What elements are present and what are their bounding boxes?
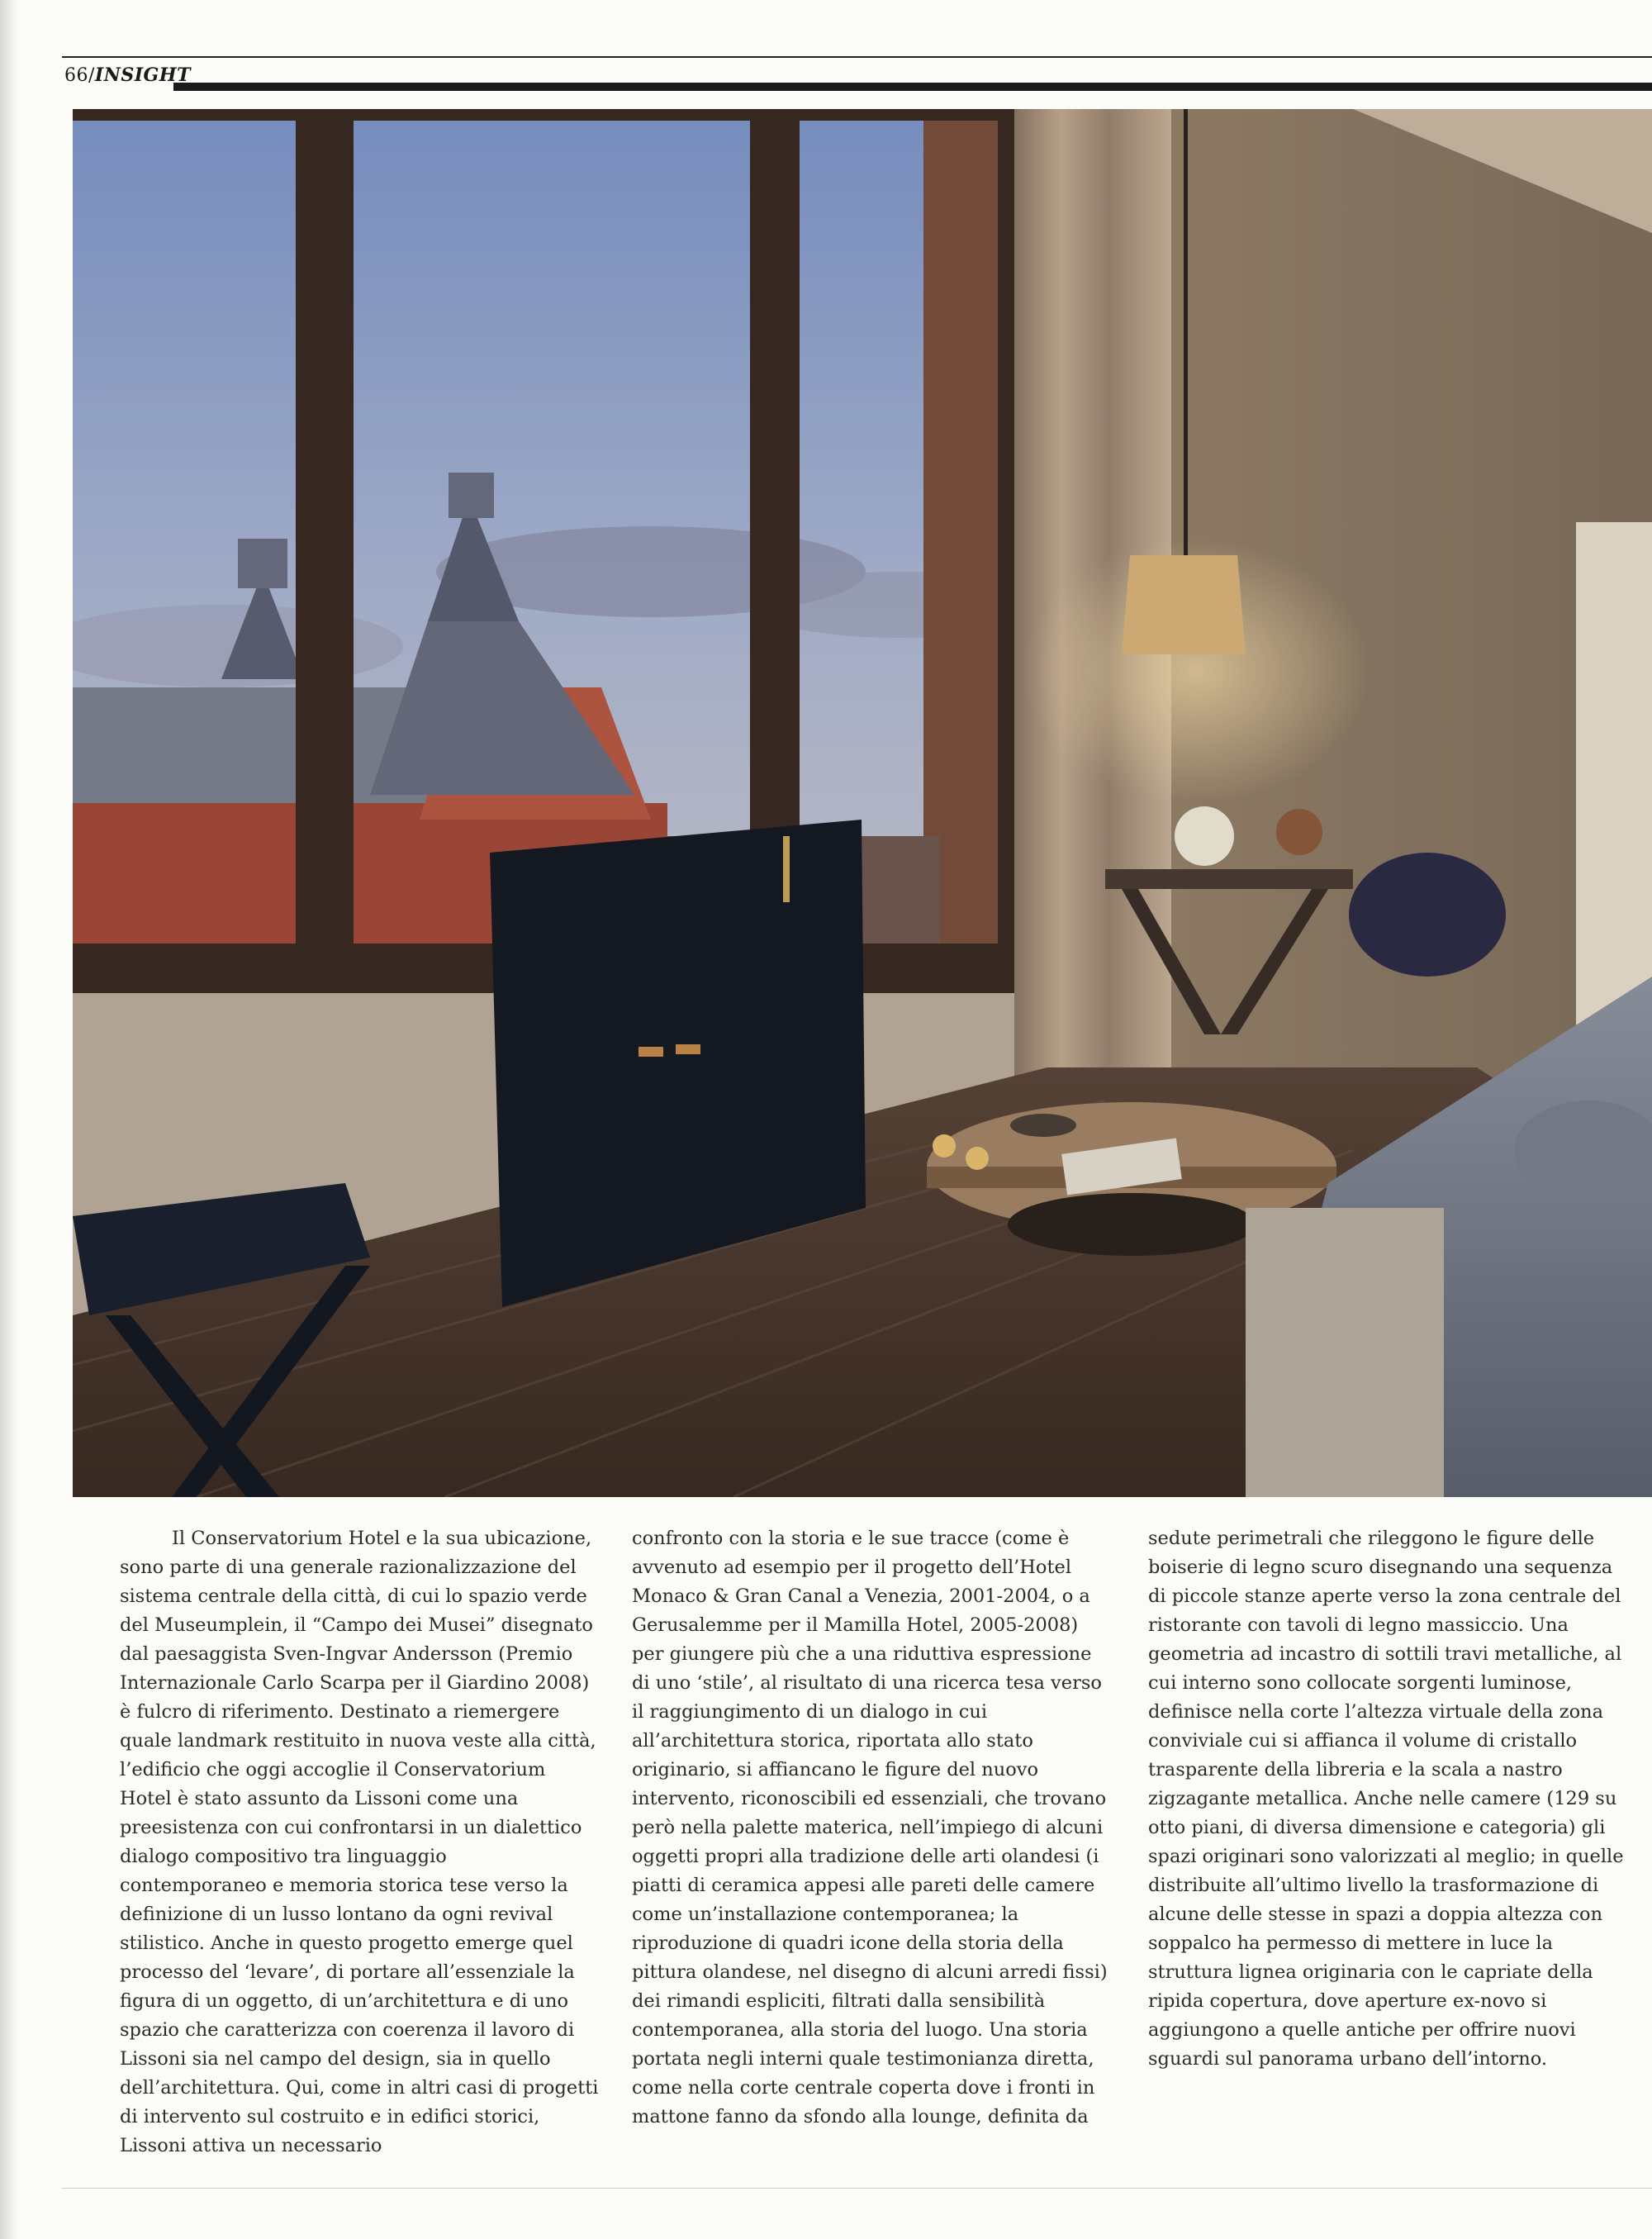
section-name: INSIGHT: [94, 64, 191, 86]
article-body: [0, 1524, 1652, 2169]
page-number: 66: [64, 65, 88, 86]
paragraph: sedute perimetrali che rileggono le figure delle boiserie di legno scuro disegnando una sequenza di piccole stanze aperte verso la zona centrale del ristorante con tavoli di legno massiccio. Una geometria ad incastro di sottili travi metalliche, al cui interno sono collocate sorgenti luminose, definisce nella corte l’altezza virtuale della zona conviviale cui si affianca il volume di cristallo trasparente della libreria e la scala a nastro zigzagante metallica. Anche nelle camere (129 su otto piani, di diversa dimensione e categoria) gli spazi originari sono valorizzati al meglio; in quelle distribuite all’ultimo livello la trasformazione di alcune delle stesse in spazi a doppia altezza con soppalco ha permesso di mettere in luce la struttura lignea originaria con le capriate della ripida copertura, dove aperture ex-novo si aggiungono a quelle antiche per offrire nuovi sguardi sul panorama urbano dell’intorno.: [1148, 1528, 1624, 2070]
photo-vignette: [73, 109, 1652, 1497]
paragraph: Il Conservatorium Hotel e la sua ubicazione, sono parte di una generale razionalizzazione del sistema centrale della città, di cui lo spazio verde del Museumplein, il “Campo dei Musei” disegnato dal paesaggista Sven-Ingvar Andersson (Premio Internazionale Carlo Scarpa per il Giardino 2008) è fulcro di riferimento. Destinato a riemergere quale landmark restituito in nuova veste alla città, l’edificio che oggi accoglie il Conservatorium Hotel è stato assunto da Lissoni come una preesistenza con cui confrontarsi in un dialettico dialogo compositivo tra linguaggio contemporaneo e memoria storica tese verso la definizione di un lusso lontano da ogni revival stilistico. Anche in questo progetto emerge quel processo del ‘levare’, di portare all’essenziale la figura di un oggetto, di un’architettura e di uno spazio che caratterizza con coerenza il lavoro di Lissoni sia nel campo del design, sia in quello dell’architettura. Qui, come in altri casi di progetti di intervento sul costruito e in edifici storici, Lissoni attiva un necessario: [120, 1528, 599, 2156]
article-column-1: [120, 1524, 599, 2161]
hotel-room-photo: [73, 109, 1652, 1497]
folio-separator: /: [88, 65, 95, 86]
header-rule: [62, 56, 1652, 58]
article-column-2: [632, 1524, 1111, 2132]
paragraph: confronto con la storia e le sue tracce (come è avvenuto ad esempio per il progetto dell’Hotel Monaco & Gran Canal a Venezia, 2001-2004, o a Gerusalemme per il Mamilla Hotel, 2005-2008) per giungere più che a una riduttiva espressione di uno ‘stile’, al risultato di una ricerca tesa verso il raggiungimento di un dialogo in cui all’architettura storica, riportata allo stato originario, si affiancano le figure del nuovo intervento, riconoscibili ed essenziali, che trovano però nella palette materica, nell’impiego di alcuni oggetti propri alla tradizione delle arti olandesi (i piatti di ceramica appesi alle pareti delle camere come un’installazione contemporanea; la riproduzione di quadri icone della storia della pittura olandese, nel disegno di alcuni arredi fissi) dei rimandi espliciti, filtrati dalla sensibilità contemporanea, alla storia del luogo. Una storia portata negli interni quale testimonianza diretta, come nella corte centrale coperta dove i fronti in mattone fanno da sfondo alla lounge, definita da: [632, 1528, 1108, 2127]
folio: [64, 64, 191, 86]
footer-rule: [62, 2188, 1652, 2189]
article-column-3: [1148, 1524, 1627, 2074]
header-bar: [173, 83, 1652, 91]
